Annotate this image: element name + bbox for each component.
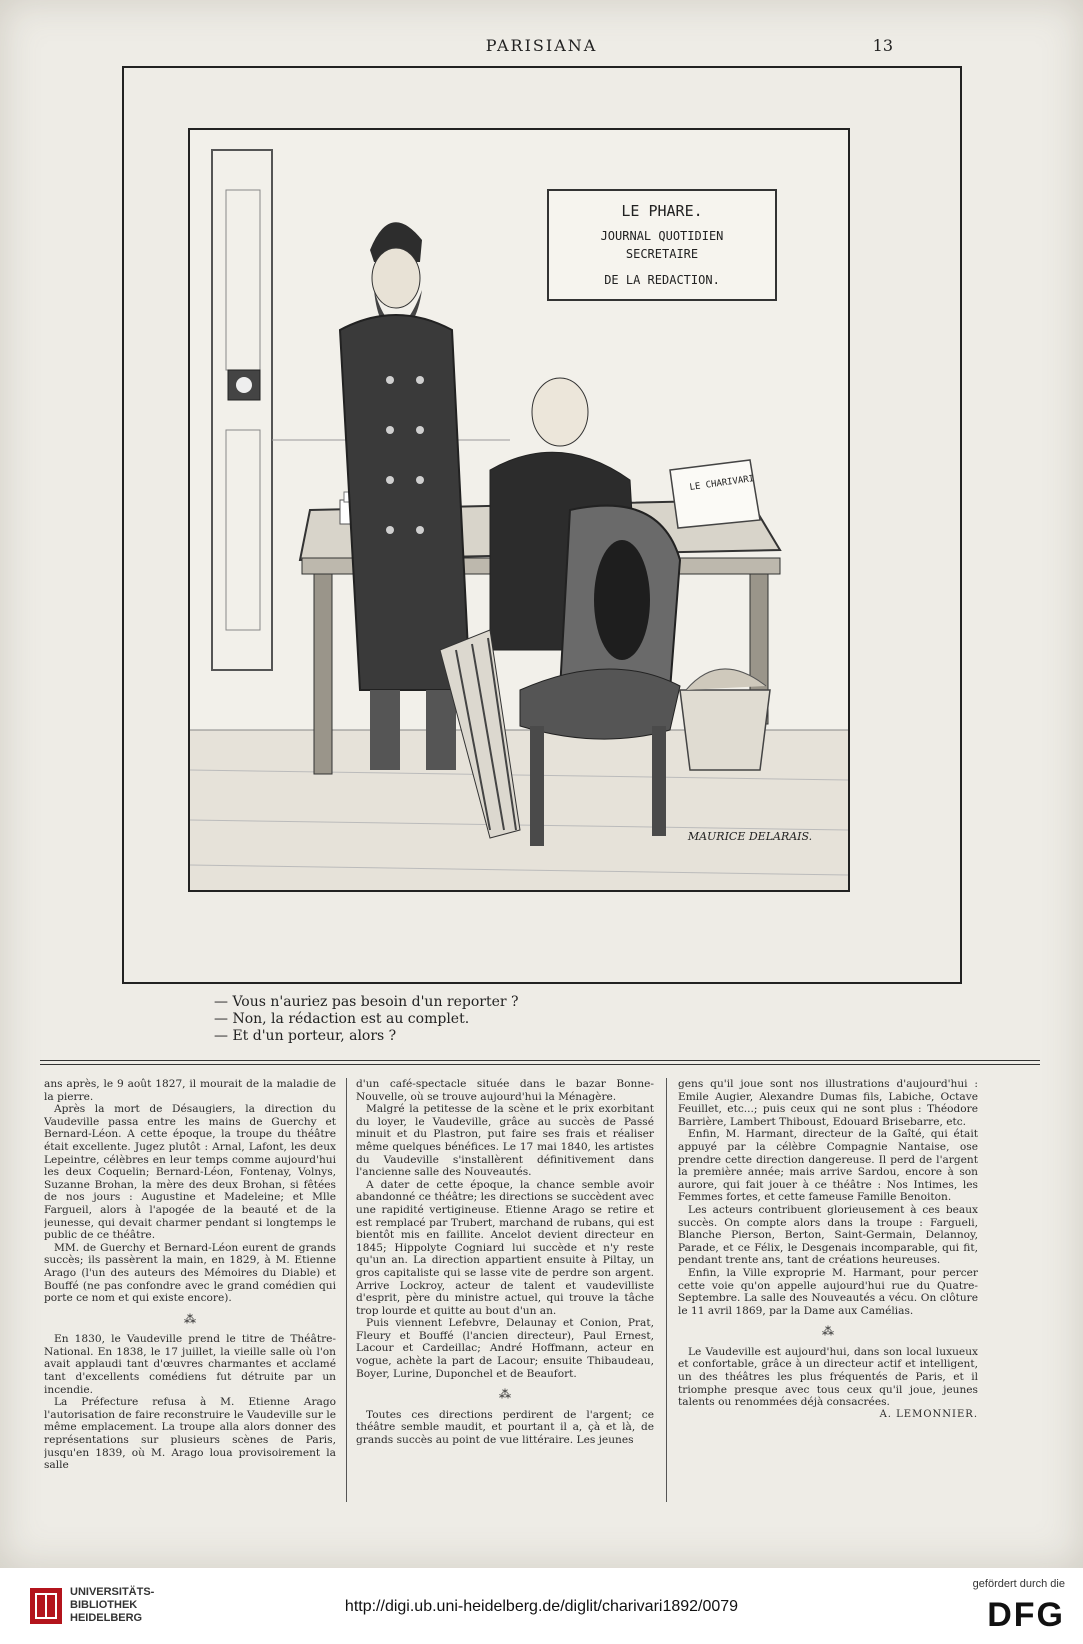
article-column-2 [356, 1078, 654, 1508]
paragraph: La Préfecture refusa à M. Etienne Arago l'autorisation de faire reconstruire le Vaudeville sur le même emplacement. La troupe alla alors donner des représentations sur plusieurs scènes de Paris, jusqu'en 1839, où M. Arago loua provisoirement la salle [44, 1396, 336, 1472]
viewer-footer [0, 1568, 1083, 1644]
sign-line-4: DE LA REDACTION. [604, 273, 720, 287]
office-sign [548, 190, 776, 300]
paragraph: Enfin, M. Harmant, directeur de la Gaîté, qui était appuyé par la célèbre Compagnie Nantaise, ose prendre cette direction dangereuse. Il perd de l'argent la première année; mais arrive Sardou, encore à son aurore, qui fait jouer à ce théâtre : Nos Intimes, les Femmes fortes, et cette fameuse Famille Benoiton. [678, 1128, 978, 1204]
column-divider [346, 1078, 347, 1502]
paragraph: Enfin, la Ville exproprie M. Harmant, pour percer cette voie qu'on appelle aujourd'hui rue du Quatre-Septembre. La salle des Nouveautés a vécu. On clôture le 11 avril 1869, par la Dame aux Camélias. [678, 1266, 978, 1317]
institution-line: HEIDELBERG [70, 1612, 143, 1624]
cartoon-caption [214, 994, 774, 1045]
newspaper [670, 460, 760, 528]
artist-signature: MAURICE DELARAIS. [687, 830, 813, 843]
sign-line-3: SECRETAIRE [625, 247, 699, 261]
section-break: ⁂ [822, 1324, 834, 1339]
running-head [0, 36, 1083, 58]
wastebasket [680, 669, 770, 770]
institution-line: UNIVERSITÄTS- [70, 1586, 155, 1598]
institution-line: BIBLIOTHEK [70, 1599, 138, 1611]
newspaper-label: LE CHARIVARI [689, 474, 755, 493]
paragraph: A dater de cette époque, la chance semble avoir abandonné ce théâtre; les directions se succèdent avec une rapidité vertigineuse. Etienne Arago se retire et est remplacé par Trubert, marchand de rubans, qui est bientôt mis en faillite. Ancelot devient directeur en 1845; Hippolyte Cogniard lui succède et n'y reste qu'un an. La direction appartient ensuite à Piltay, un gros capitaliste qui se lasse vite de perdre son argent. Arrive Lockroy, acteur de talent et vaudevilliste d'esprit, père du ministre actuel, qui trouve la tâche trop lourde et quitte au bout d'un an. [356, 1178, 654, 1317]
caption-line: — Et d'un porteur, alors ? [214, 1028, 397, 1044]
article-columns [44, 1078, 1040, 1508]
top-rule-double [40, 1064, 1040, 1065]
sign-line-1: LE PHARE. [621, 202, 703, 220]
running-title: PARISIANA [485, 36, 598, 55]
paragraph: d'un café-spectacle située dans le bazar Bonne-Nouvelle, où se trouve aujourd'hui la Ménagère. [356, 1078, 654, 1103]
paragraph: ans après, le 9 août 1827, il mourait de la maladie de la pierre. [44, 1078, 336, 1103]
caption-line: — Non, la rédaction est au complet. [214, 1011, 470, 1027]
dfg-logo: DFG [987, 1596, 1065, 1634]
illustration-frame [188, 128, 850, 892]
paragraph: En 1830, le Vaudeville prend le titre de Théâtre-National. En 1838, le 17 juillet, la vieille salle où l'on avait applaudi tant d'œuvres charmantes et acclamé tant d'excellents comédiens fut détruite par un incendie. [44, 1333, 336, 1396]
sign-line-2: JOURNAL QUOTIDIEN [600, 229, 724, 243]
paragraph: MM. de Guerchy et Bernard-Léon eurent de grands succès; ils passèrent la main, en 1829, à M. Etienne Arago (l'un des auteurs des Mémoires du Diable) et Bouffé (ne pas confondre avec le grand comédien qui porte ce nom et qui existe encore). [44, 1241, 336, 1305]
cartoon-illustration [190, 130, 848, 890]
paragraph: Puis viennent Lefebvre, Delaunay et Conion, Prat, Fleury et Bouffé (l'ancien directeur), Paul Ernest, Lacour et Cardeillac; André Hoffmann, acteur en vogue, achète la part de Lacour; ensuite Thibaudeau, Boyer, Lurine, Duponchel et de Beaufort. [356, 1317, 654, 1380]
funded-by-label: gefördert durch die [972, 1578, 1065, 1590]
column-divider [666, 1078, 667, 1502]
section-break: ⁂ [184, 1311, 196, 1326]
author-signature: A. LEMONNIER. [879, 1408, 978, 1420]
paragraph: Toutes ces directions perdirent de l'argent; ce théâtre semble maudit, et pourtant il a, çà et là, de grands succès au point de vue littéraire. Les jeunes [356, 1408, 654, 1447]
paragraph: Les acteurs contribuent glorieusement à ces beaux succès. On compte alors dans la troupe : Fargueli, Blanche Pierson, Berton, Saint-Germain, Delannoy, Parade, et ce Félix, le Desgenais incomparable, qui fit, pendant trente ans, tant de créations heureuses. [678, 1203, 978, 1267]
paragraph: gens qu'il joue sont nos illustrations d'aujourd'hui : Emile Augier, Alexandre Dumas fils, Labiche, Octave Feuillet, etc...; puis ceux qui ne sont plus : Théodore Barrière, Lambert Thiboust, Edouard Brisebarre, etc. [678, 1078, 978, 1128]
article-column-3 [678, 1078, 978, 1508]
paragraph: Malgré la petitesse de la scène et le prix exorbitant du loyer, le Vaudeville, grâce au succès de Passé minuit et du Plastron, put faire ses frais et réaliser même quelques bénéfices. Le 17 mai 1840, les artistes du Vaudeville s'installèrent définitivement dans l'ancienne salle des Nouveautés. [356, 1103, 654, 1179]
top-rule [40, 1060, 1040, 1061]
paragraph: Le Vaudeville est aujourd'hui, dans son local luxueux et confortable, grâce à un directeur actif et intelligent, un des théâtres les plus fréquentés de Paris, et il triomphe presque avec tous ceux qu'il joue, jeunes talents ou renommées déjà consacrées. [678, 1345, 978, 1409]
section-break: ⁂ [499, 1387, 511, 1402]
permalink-url[interactable]: http://digi.ub.uni-heidelberg.de/diglit/charivari1892/0079 [344, 1598, 739, 1615]
caption-line: — Vous n'auriez pas besoin d'un reporter ? [214, 994, 519, 1010]
page-number: 13 [872, 36, 893, 55]
article-column-1 [44, 1078, 336, 1508]
paragraph: Après la mort de Désaugiers, la direction du Vaudeville passa entre les mains de Guerchy et Bernard-Léon. A cette époque, la troupe du théâtre était excellente. Jugez plutôt : Arnal, Lafont, les deux Lepeintre, célèbres en leur temps comme aujourd'hui les deux Coquelin; Bernard-Léon, Fontenay, Volnys, Suzanne Brohan, la mère des deux Brohan, si fêtées de nos jours : Augustine et Madeleine; et Mlle Fargueil, alors à l'apogée de la beauté et de la jeunesse, qui devait charmer pendant si longtemps le public de ce théâtre. [44, 1103, 336, 1242]
